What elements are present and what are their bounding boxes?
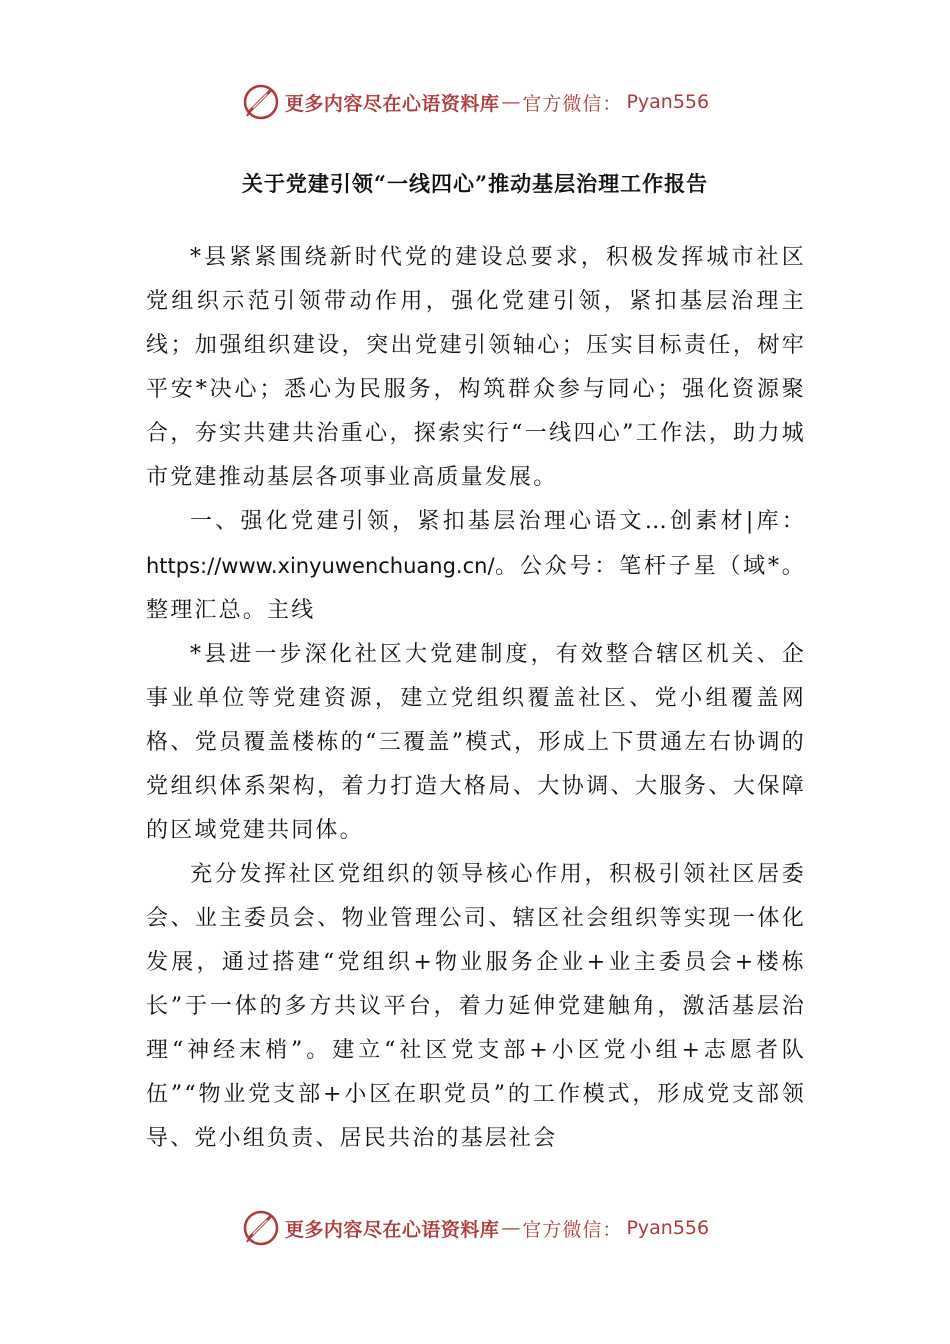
document-body <box>146 236 806 1161</box>
header-banner <box>0 82 950 122</box>
section-one-tail: 。公众号：笔杆子星（域*。整理汇总。主线 <box>146 554 806 623</box>
paragraph-party-system: *县进一步深化社区大党建制度，有效整合辖区机关、企事业单位等党建资源，建立党组织覆盖社区、党小组覆盖网格、党员覆盖楼栋的“三覆盖”模式，形成上下贯通左右协调的党组织体系架构，着力打造大格局、大协调、大服务、大保障的区域党建共同体。 <box>146 642 806 843</box>
banner-official-label: 官方微信： <box>522 92 623 115</box>
pen-circle-icon <box>241 82 281 122</box>
banner-wechat-id: Pyan556 <box>626 91 710 113</box>
paragraph-intro: *县紧紧围绕新时代党的建设总要求，积极发挥城市社区党组织示范引领带动作用，强化党建引领，紧扣基层治理主线；加强组织建设，突出党建引领轴心；压实目标责任，树牢平安*决心；悉心为民服务，构筑群众参与同心；强化资源聚合，夯实共建共治重心，探索实行“一线四心”工作法，助力城市党建推动基层各项事业高质量发展。 <box>146 245 806 490</box>
pen-circle-icon <box>241 1208 281 1248</box>
banner-dash: — <box>501 91 521 113</box>
banner-brand: 更多内容尽在心语资料库 <box>284 92 500 115</box>
banner-official-label: 官方微信： <box>522 1218 623 1241</box>
banner-dash: — <box>501 1217 521 1239</box>
paragraph-core-role: 充分发挥社区党组织的领导核心作用，积极引领社区居委会、业主委员会、物业管理公司、辖区社会组织等实现一体化发展，通过搭建“党组织+物业服务企业+业主委员会+楼栋长”于一体的多方共议平台，着力延伸党建触角，激活基层治理“神经末梢”。建立“社区党支部+小区党小组+志愿者队伍”“物业党支部+小区在职党员”的工作模式，形成党支部领导、党小组负责、居民共治的基层社会 <box>146 862 806 1151</box>
footer-banner <box>0 1208 950 1248</box>
document-title: 关于党建引领“一线四心”推动基层治理工作报告 <box>241 171 709 196</box>
source-url: https://www.xinyuwenchuang.cn/ <box>146 554 495 578</box>
section-one-heading: 一、强化党建引领，紧扣基层治理心语文…创素材|库： <box>190 509 806 534</box>
banner-wechat-id: Pyan556 <box>626 1217 710 1239</box>
paragraph-section-one <box>146 500 806 633</box>
banner-brand: 更多内容尽在心语资料库 <box>284 1218 500 1241</box>
